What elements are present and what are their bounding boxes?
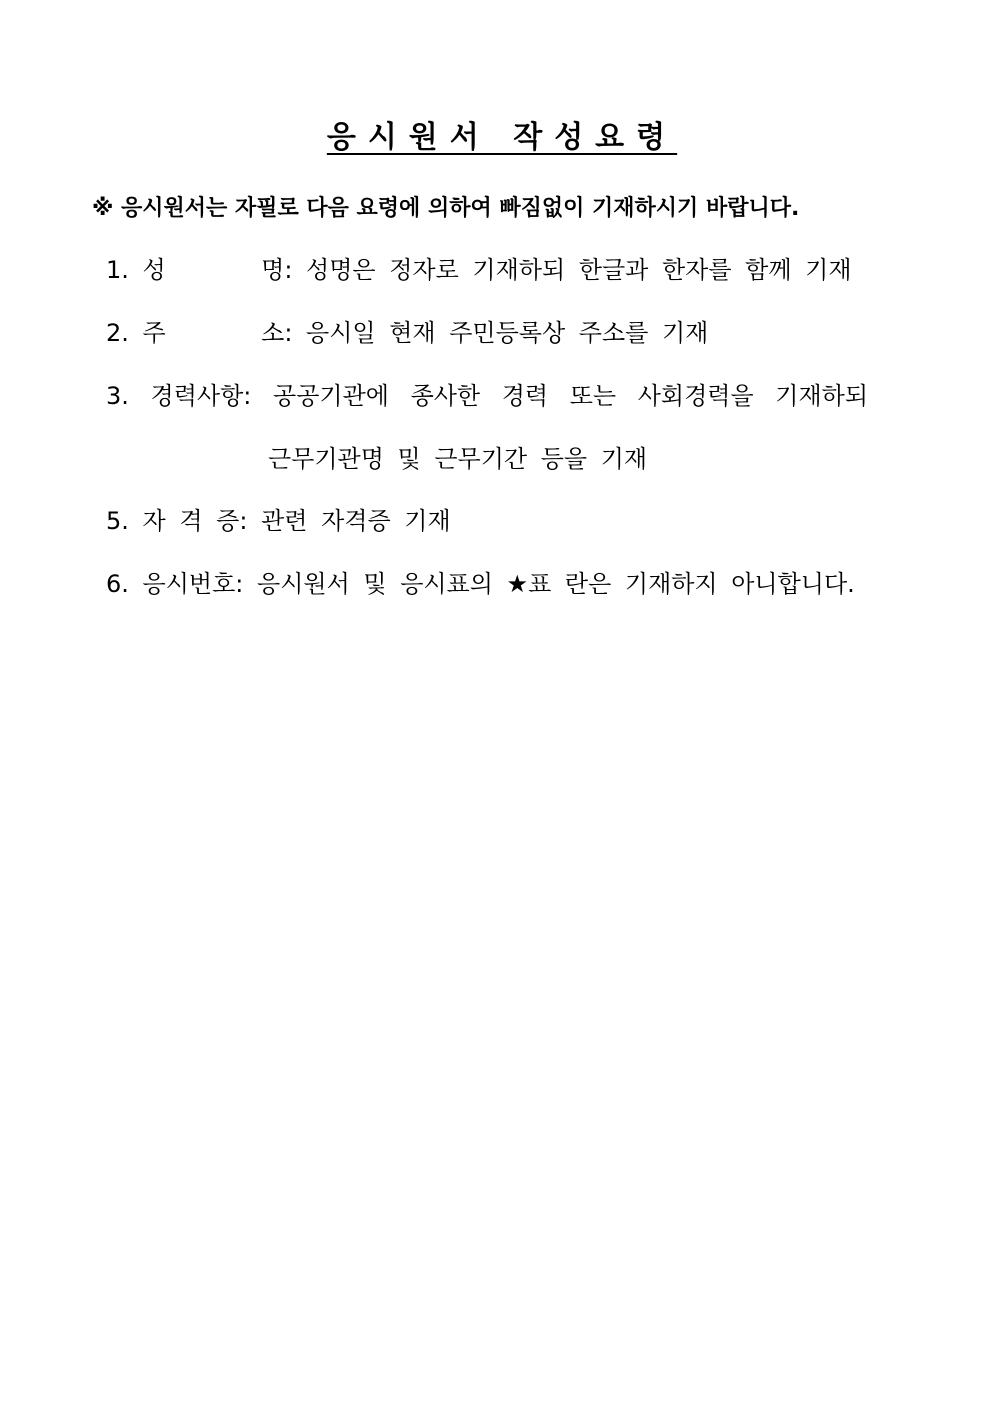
item-text: 응시일 현재 주민등록상 주소를 기재 <box>306 319 709 347</box>
item-text: 응시원서 및 응시표의 ★표 란은 기재하지 아니합니다. <box>257 570 855 598</box>
item-text: 공공기관에 종사한 경력 또는 사회경력을 기재하되 <box>273 382 869 410</box>
item-number: 5. <box>106 507 129 535</box>
item-label: 주 소: <box>142 319 293 347</box>
list-item <box>106 316 708 350</box>
item-number: 6. <box>106 570 129 598</box>
item-number: 1. <box>106 256 129 284</box>
list-item <box>106 379 868 413</box>
item-number: 3. <box>106 382 129 410</box>
list-item-continuation: 근무기관명 및 근무기간 등을 기재 <box>268 445 648 473</box>
item-label: 경력사항: <box>150 382 252 410</box>
item-label: 자 격 증: <box>142 507 248 535</box>
document-title-text: 응시원서 작성요령 <box>326 120 678 155</box>
item-number: 2. <box>106 319 129 347</box>
item-label: 응시번호: <box>142 570 244 598</box>
instruction-notice: ※ 응시원서는 자필로 다음 요령에 의하여 빠짐없이 기재하시기 바랍니다. <box>92 196 800 221</box>
item-text: 관련 자격증 기재 <box>261 507 451 535</box>
list-item <box>106 504 451 538</box>
item-label: 성 명: <box>142 256 293 284</box>
document-title <box>0 118 992 158</box>
item-text: 성명은 정자로 기재하되 한글과 한자를 함께 기재 <box>306 256 852 284</box>
list-item <box>106 567 855 601</box>
list-item <box>106 253 852 287</box>
